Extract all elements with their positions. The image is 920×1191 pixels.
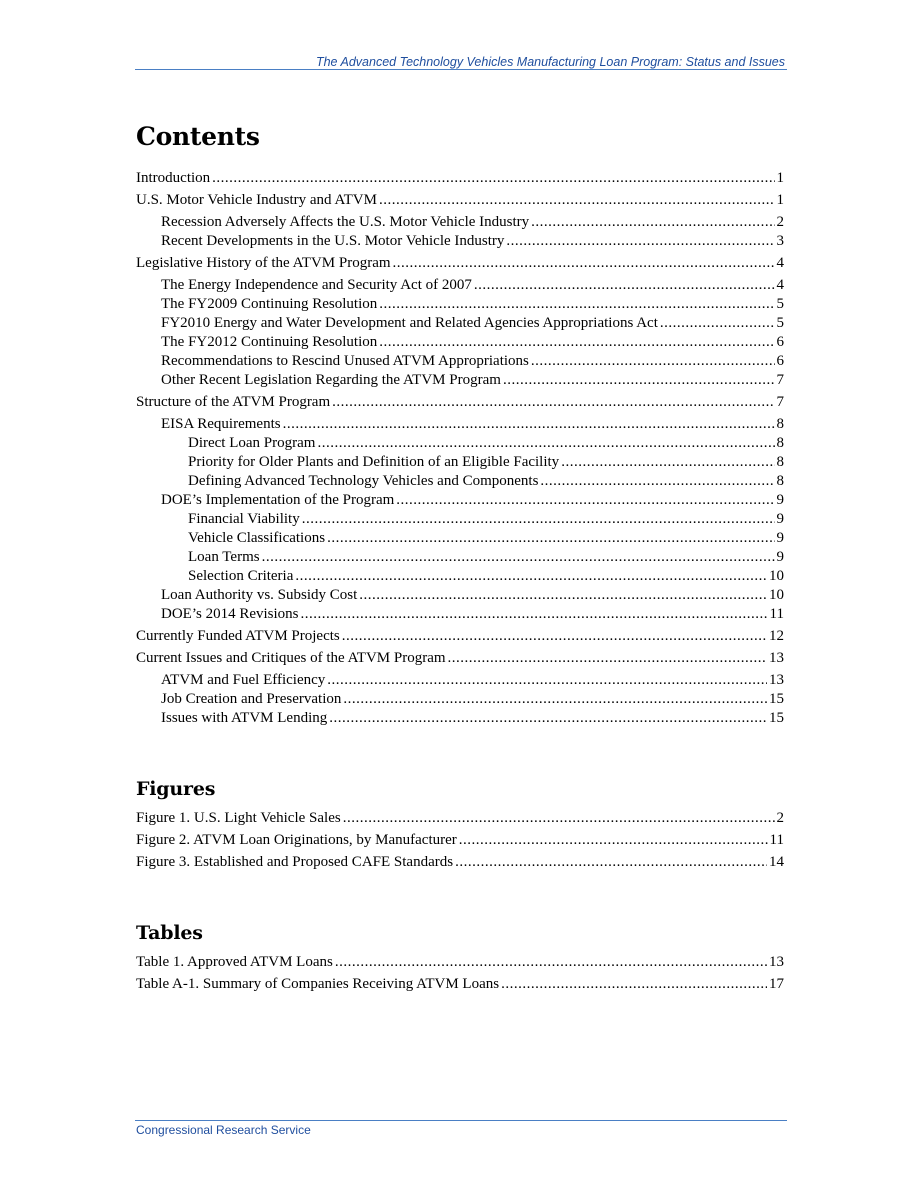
toc-entry[interactable]	[136, 690, 784, 709]
toc-entry-page: 4	[776, 277, 784, 293]
dot-leader	[295, 567, 767, 586]
toc-entry-page: 15	[769, 691, 784, 707]
table-list-entry-title: Table A-1. Summary of Companies Receiving ATVM Loans	[136, 976, 500, 992]
figure-list-entry-page: 14	[769, 854, 784, 870]
dot-leader	[506, 232, 774, 251]
table-list-entry[interactable]	[136, 953, 784, 972]
toc-entry[interactable]	[136, 371, 784, 390]
dot-leader	[317, 434, 774, 453]
dot-leader	[212, 169, 774, 188]
toc-entry-title: The Energy Independence and Security Act of 2007	[161, 277, 472, 293]
toc-entry-page: 6	[776, 353, 784, 369]
figure-list-entry-title: Figure 2. ATVM Loan Originations, by Manufacturer	[136, 832, 457, 848]
toc-entry-title: Vehicle Classifications	[188, 530, 326, 546]
figure-list-entry-page: 2	[776, 810, 784, 826]
toc-entry-page: 10	[769, 587, 784, 603]
toc-entry[interactable]	[136, 434, 784, 453]
dot-leader	[343, 690, 767, 709]
toc-entry-page: 9	[776, 549, 784, 565]
dot-leader	[327, 671, 767, 690]
dot-leader	[359, 586, 767, 605]
toc-entry-page: 9	[776, 511, 784, 527]
toc-entry[interactable]	[136, 232, 784, 251]
toc-entry-page: 2	[776, 214, 784, 230]
dot-leader	[379, 191, 775, 210]
dot-leader	[396, 491, 774, 510]
table-list-entry-title: Table 1. Approved ATVM Loans	[136, 954, 333, 970]
toc-entry-title: Loan Terms	[188, 549, 260, 565]
toc-entry-page: 5	[776, 315, 784, 331]
section-spacer	[136, 728, 784, 778]
toc-entry-title: DOE’s Implementation of the Program	[161, 492, 395, 508]
dot-leader	[503, 371, 775, 390]
figure-list-entry-title: Figure 3. Established and Proposed CAFE Standards	[136, 854, 454, 870]
dot-leader	[531, 352, 775, 371]
toc-entry[interactable]	[136, 254, 784, 273]
section-spacer	[136, 872, 784, 922]
toc-entry-page: 13	[769, 672, 784, 688]
toc-entry-title: Legislative History of the ATVM Program	[136, 255, 391, 271]
dot-leader	[329, 709, 767, 728]
toc-entry[interactable]	[136, 191, 784, 210]
footer-rule	[135, 1120, 787, 1121]
dot-leader	[561, 453, 774, 472]
toc-entry-title: EISA Requirements	[161, 416, 281, 432]
toc-entry[interactable]	[136, 352, 784, 371]
toc-entry[interactable]	[136, 649, 784, 668]
toc-entry[interactable]	[136, 213, 784, 232]
toc-entry-page: 7	[776, 394, 784, 410]
toc-entry-title: Other Recent Legislation Regarding the ATVM Program	[161, 372, 501, 388]
toc-entry[interactable]	[136, 529, 784, 548]
toc-entry-page: 5	[776, 296, 784, 312]
dot-leader	[379, 295, 774, 314]
toc-entry-title: Defining Advanced Technology Vehicles and Components	[188, 473, 539, 489]
toc-entry[interactable]	[136, 472, 784, 491]
toc-entry-page: 15	[769, 710, 784, 726]
toc-entry-page: 7	[776, 372, 784, 388]
toc-entry[interactable]	[136, 276, 784, 295]
toc-entry-title: Introduction	[136, 170, 211, 186]
contents-list	[136, 169, 784, 728]
dot-leader	[283, 415, 775, 434]
toc-entry-title: Recent Developments in the U.S. Motor Vehicle Industry	[161, 233, 505, 249]
toc-entry-title: The FY2009 Continuing Resolution	[161, 296, 378, 312]
dot-leader	[531, 213, 774, 232]
dot-leader	[540, 472, 774, 491]
figure-list-entry[interactable]	[136, 831, 784, 850]
toc-entry[interactable]	[136, 709, 784, 728]
toc-entry-page: 4	[776, 255, 784, 271]
toc-entry-title: Recession Adversely Affects the U.S. Motor Vehicle Industry	[161, 214, 530, 230]
running-header: The Advanced Technology Vehicles Manufacturing Loan Program: Status and Issues	[315, 55, 785, 69]
toc-entry[interactable]	[136, 567, 784, 586]
toc-entry-page: 11	[769, 606, 784, 622]
toc-entry-title: Structure of the ATVM Program	[136, 394, 331, 410]
tables-list	[136, 953, 784, 994]
toc-entry-page: 8	[776, 454, 784, 470]
dot-leader	[455, 853, 767, 872]
figure-list-entry[interactable]	[136, 809, 784, 828]
toc-entry-page: 3	[776, 233, 784, 249]
toc-entry-title: Priority for Older Plants and Definition of an Eligible Facility	[188, 454, 560, 470]
toc-entry-page: 13	[769, 650, 784, 666]
toc-entry-page: 9	[776, 530, 784, 546]
toc-entry-title: DOE’s 2014 Revisions	[161, 606, 299, 622]
toc-entry-page: 12	[769, 628, 784, 644]
toc-entry[interactable]	[136, 393, 784, 412]
dot-leader	[660, 314, 775, 333]
dot-leader	[342, 627, 767, 646]
toc-entry-title: Recommendations to Rescind Unused ATVM Appropriations	[161, 353, 529, 369]
toc-entry-page: 1	[776, 192, 784, 208]
toc-entry[interactable]	[136, 605, 784, 624]
dot-leader	[448, 649, 767, 668]
toc-entry-title: ATVM and Fuel Efficiency	[161, 672, 326, 688]
figure-list-entry-title: Figure 1. U.S. Light Vehicle Sales	[136, 810, 341, 826]
figure-list-entry-page: 11	[769, 832, 784, 848]
toc-entry-title: Financial Viability	[188, 511, 300, 527]
figure-list-entry[interactable]	[136, 853, 784, 872]
toc-entry-page: 8	[776, 416, 784, 432]
figures-heading: Figures	[136, 778, 216, 800]
toc-entry-title: FY2010 Energy and Water Development and Related Agencies Appropriations Act	[161, 315, 658, 331]
dot-leader	[332, 393, 774, 412]
dot-leader	[301, 605, 768, 624]
table-list-entry-page: 13	[769, 954, 784, 970]
dot-leader	[335, 953, 767, 972]
toc-entry[interactable]	[136, 415, 784, 434]
toc-entry[interactable]	[136, 169, 784, 188]
toc-entry-page: 8	[776, 473, 784, 489]
toc-entry[interactable]	[136, 491, 784, 510]
toc-entry[interactable]	[136, 586, 784, 605]
toc-entry-title: Job Creation and Preservation	[161, 691, 342, 707]
toc-entry[interactable]	[136, 295, 784, 314]
dot-leader	[327, 529, 774, 548]
dot-leader	[474, 276, 775, 295]
toc-entry-title: U.S. Motor Vehicle Industry and ATVM	[136, 192, 377, 208]
dot-leader	[262, 548, 775, 567]
toc-entry[interactable]	[136, 671, 784, 690]
dot-leader	[393, 254, 775, 273]
dot-leader	[501, 975, 767, 994]
toc-entry-title: Loan Authority vs. Subsidy Cost	[161, 587, 358, 603]
figures-list	[136, 809, 784, 872]
toc-entry-page: 8	[776, 435, 784, 451]
running-footer: Congressional Research Service	[136, 1123, 311, 1137]
toc-entry[interactable]	[136, 627, 784, 646]
header-rule	[135, 69, 787, 70]
toc-entry[interactable]	[136, 333, 784, 352]
tables-heading: Tables	[136, 922, 203, 944]
toc-entry[interactable]	[136, 548, 784, 567]
dot-leader	[379, 333, 774, 352]
toc-entry-title: Direct Loan Program	[188, 435, 316, 451]
toc-entry-title: Current Issues and Critiques of the ATVM Program	[136, 650, 446, 666]
table-list-entry-page: 17	[769, 976, 784, 992]
toc-entry[interactable]	[136, 510, 784, 529]
toc-entry[interactable]	[136, 453, 784, 472]
table-list-entry[interactable]	[136, 975, 784, 994]
toc-entry-page: 1	[776, 170, 784, 186]
dot-leader	[343, 809, 775, 828]
contents-heading: Contents	[136, 122, 260, 151]
toc-entry-title: Issues with ATVM Lending	[161, 710, 328, 726]
toc-entry-page: 9	[776, 492, 784, 508]
toc-entry[interactable]	[136, 314, 784, 333]
dot-leader	[459, 831, 768, 850]
dot-leader	[302, 510, 775, 529]
toc-entry-title: The FY2012 Continuing Resolution	[161, 334, 378, 350]
toc-entry-title: Selection Criteria	[188, 568, 294, 584]
toc-entry-title: Currently Funded ATVM Projects	[136, 628, 340, 644]
toc-entry-page: 6	[776, 334, 784, 350]
toc-entry-page: 10	[769, 568, 784, 584]
toc-page-body	[136, 122, 784, 994]
